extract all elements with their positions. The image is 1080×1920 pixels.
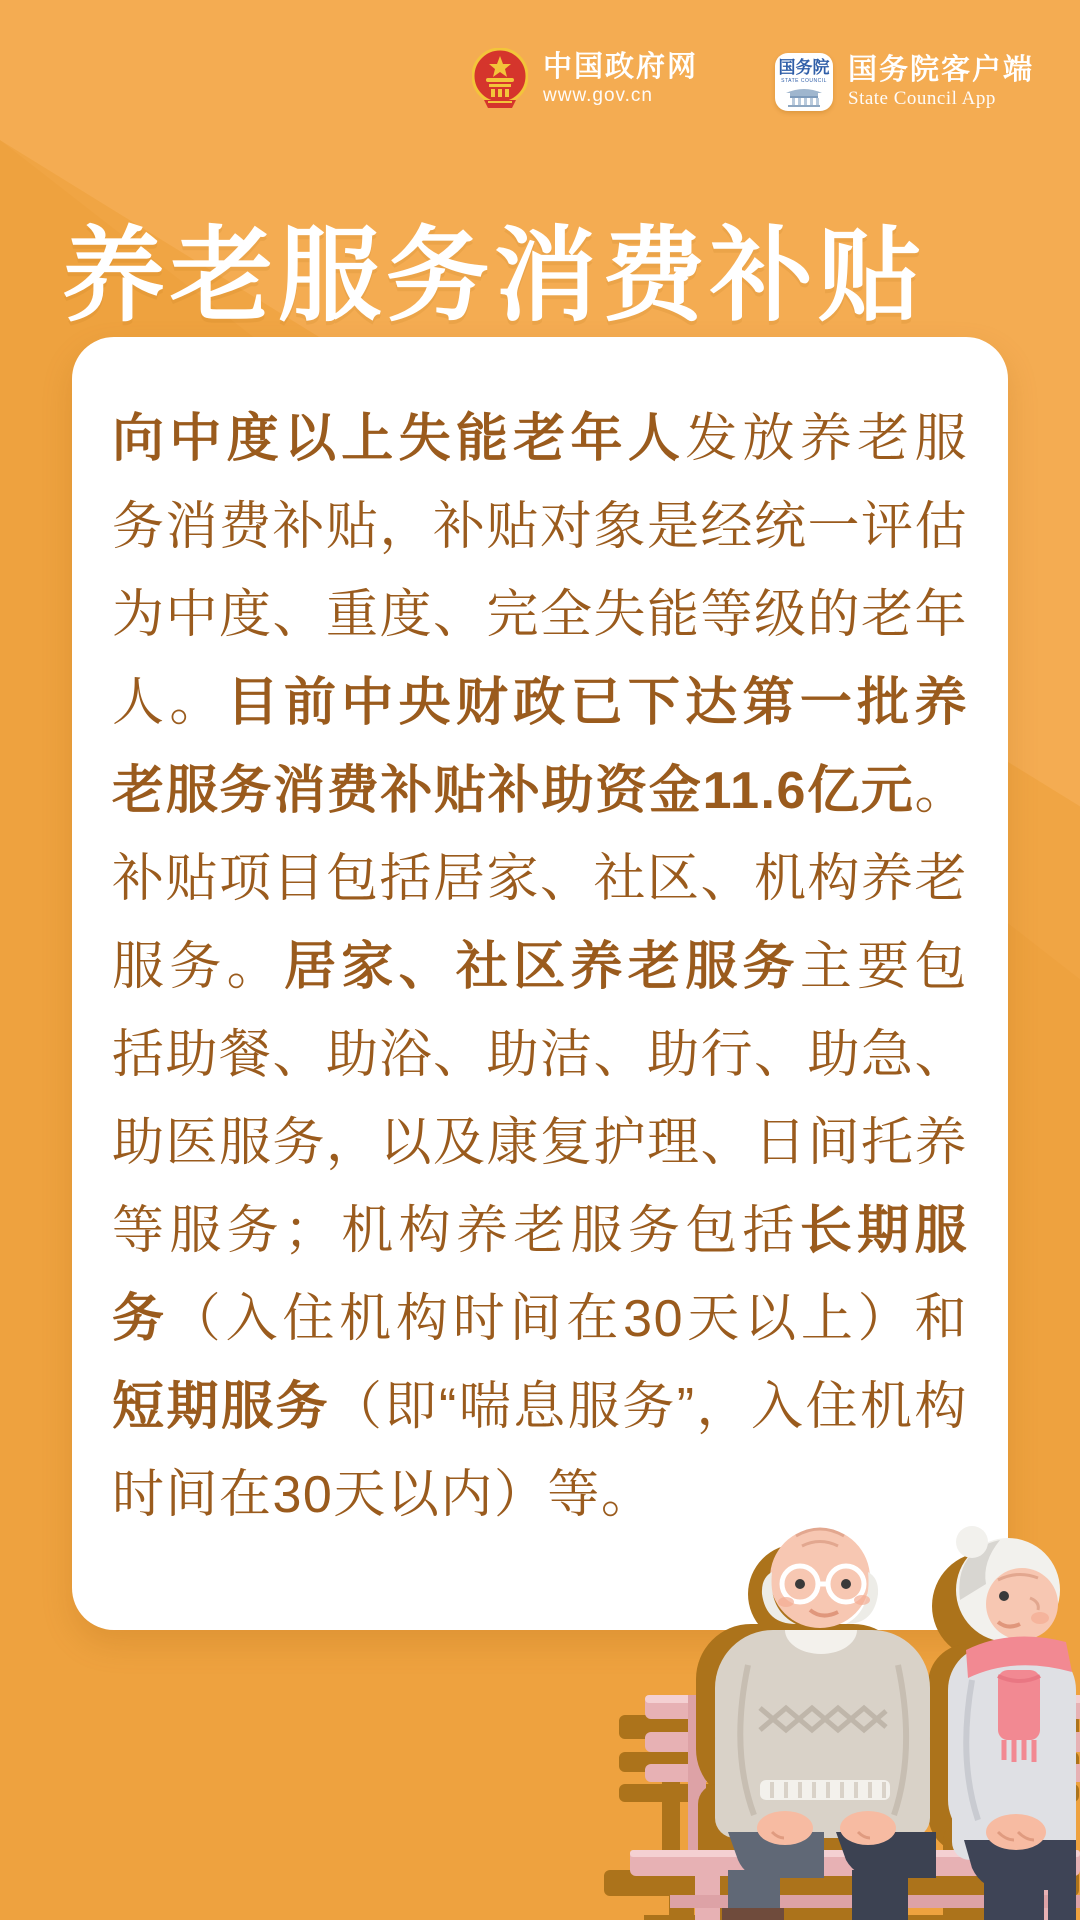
app-icon-subtitle: STATE COUNCIL	[781, 78, 827, 84]
app-name: 国务院客户端	[848, 54, 1035, 86]
paragraph-segment-bold: 短期服务	[112, 1378, 330, 1436]
state-council-app-icon	[775, 53, 833, 111]
page-title: 养老服务消费补贴	[62, 218, 926, 333]
elderly-couple-illustration	[600, 1480, 1080, 1920]
paragraph-segment: 主要包括助餐、助浴、助洁、助行、助急、助医服务，以及康复护理、日间托养等服务；机构养老服务包括	[112, 938, 969, 1260]
state-council-building-icon	[782, 85, 826, 107]
paragraph-segment-bold: 目前中央财政已下达第一批养老服务消费补贴补助资金11.6亿元	[112, 674, 968, 820]
card-paragraph	[72, 337, 1008, 1539]
paragraph-segment: 。补贴项目包括居家、社区、机构养老服务。	[112, 762, 969, 996]
gov-site-logo	[472, 48, 698, 110]
paragraph-segment-bold: 居家、社区养老服务	[283, 938, 800, 996]
app-subtitle: State Council App	[848, 88, 996, 109]
gov-site-name: 中国政府网	[543, 51, 699, 83]
paragraph-segment: 发放养老服务消费补贴，补贴对象是经统一评估为中度、重度、完全失能等级的老年人。	[112, 410, 969, 732]
paragraph-segment: （入住机构时间在30天以上）和	[168, 1290, 968, 1348]
paragraph-segment-bold: 长期服务	[112, 1202, 968, 1348]
paragraph-segment-bold: 向中度以上失能老年人	[112, 410, 686, 468]
app-icon-title: 国务院	[778, 58, 830, 77]
state-council-app-logo	[775, 53, 1034, 111]
china-national-emblem-icon	[472, 48, 528, 110]
paragraph-segment: （即“喘息服务”，入住机构时间在30天以内）等。	[112, 1378, 968, 1524]
gov-site-url: www.gov.cn	[543, 85, 653, 106]
content-card	[72, 337, 1008, 1630]
